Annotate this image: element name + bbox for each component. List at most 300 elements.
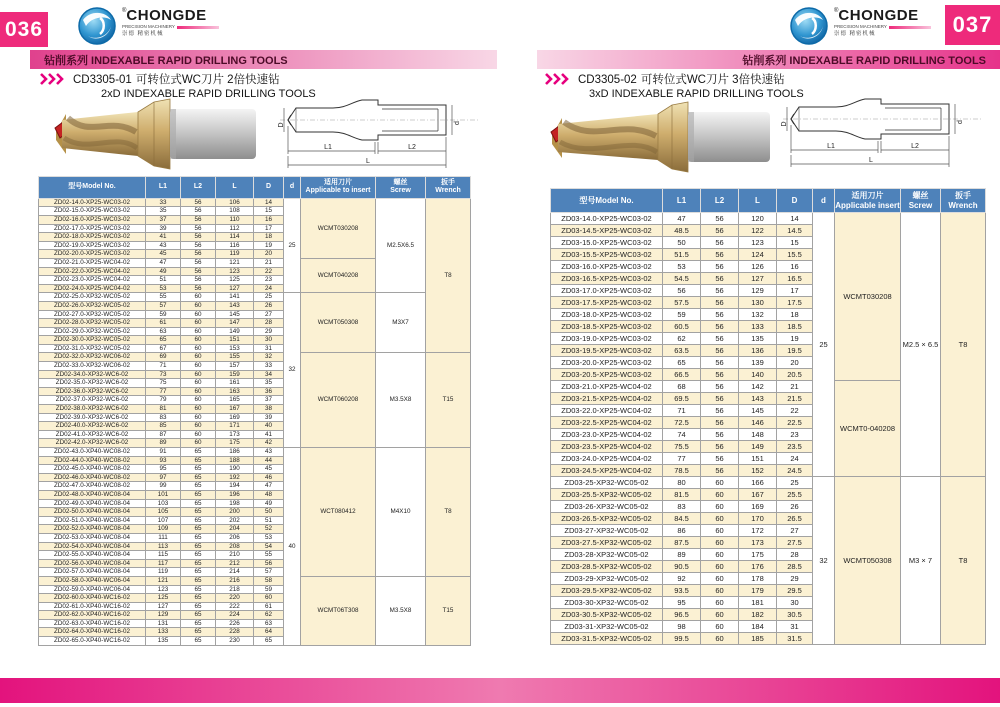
table-cell: 56	[181, 198, 216, 207]
table-cell: 27.5	[777, 537, 813, 549]
table-cell: 26	[777, 501, 813, 513]
table-cell: 48	[254, 490, 284, 499]
table-cell: 77	[146, 387, 181, 396]
table-cell: 111	[146, 533, 181, 542]
table-cell: ZD03-15.0-XP25-WC03-02	[551, 237, 663, 249]
table-cell: 44	[254, 456, 284, 465]
table-cell: 65	[181, 594, 216, 603]
table-cell: 69	[146, 353, 181, 362]
table-cell: ZD03-31.5-XP32-WC05-02	[551, 633, 663, 645]
table-cell: 69.5	[663, 393, 701, 405]
table-cell: 56	[701, 441, 739, 453]
table-cell: ZD03-30-XP32-WC05-02	[551, 597, 663, 609]
dim-label-L1: L1	[827, 143, 835, 150]
table-cell: ZD03-26-XP32-WC05-02	[551, 501, 663, 513]
screw-col-cell: M2.5 × 6.5	[901, 213, 941, 477]
table-cell: ZD03-23.5-XP25-WC04-02	[551, 441, 663, 453]
table-cell: 110	[216, 215, 254, 224]
table-cell: 109	[146, 525, 181, 534]
table-cell: 49	[146, 267, 181, 276]
drill-photo-2xd	[50, 92, 262, 175]
table-cell: ZD02-57.0-XP40-WC08-04	[39, 568, 146, 577]
table-cell: 16	[777, 261, 813, 273]
table-cell: 45	[254, 465, 284, 474]
table-cell: 77	[663, 453, 701, 465]
insert-col-cell: WCMT060208	[301, 353, 376, 448]
table-cell: ZD02-15.0-XP25-WC03-02	[39, 207, 146, 216]
column-header: L1	[663, 189, 701, 213]
table-cell: ZD03-24.5-XP25-WC04-02	[551, 465, 663, 477]
table-cell: 210	[216, 551, 254, 560]
table-cell: 56	[181, 258, 216, 267]
table-cell: 28	[254, 319, 284, 328]
dim-label-L: L	[869, 157, 873, 164]
logo-brand: ®CHONGDE	[834, 7, 919, 24]
table-cell: 60	[701, 525, 739, 537]
model-code: CD3305-02	[578, 74, 637, 86]
table-cell: ZD02-58.0-XP40-WC06-04	[39, 576, 146, 585]
table-cell: 121	[146, 576, 181, 585]
table-cell: 56	[701, 237, 739, 249]
brand-logo	[788, 4, 931, 46]
table-cell: 196	[216, 490, 254, 499]
insert-col-cell: WCMT0-040208	[835, 381, 901, 477]
table-cell: 25	[254, 293, 284, 302]
table-cell: 127	[146, 602, 181, 611]
table-cell: 56	[663, 285, 701, 297]
table-cell: 60	[701, 513, 739, 525]
table-cell: 97	[146, 473, 181, 482]
table-cell: 56	[701, 369, 739, 381]
table-cell: 60	[181, 362, 216, 371]
table-cell: 132	[739, 309, 777, 321]
table-cell: ZD02-40.0-XP32-WC6-02	[39, 422, 146, 431]
table-cell: ZD02-31.0-XP32-WC05-02	[39, 344, 146, 353]
table-cell: ZD02-17.0-XP25-WC03-02	[39, 224, 146, 233]
table-cell: 65	[181, 456, 216, 465]
table-cell: 71	[663, 405, 701, 417]
title-en: 3xD INDEXABLE RAPID DRILLING TOOLS	[589, 88, 804, 100]
table-cell: ZD03-16.0-XP25-WC03-02	[551, 261, 663, 273]
table-cell: 42	[254, 439, 284, 448]
table-cell: 22	[777, 405, 813, 417]
table-cell: 57	[146, 301, 181, 310]
table-cell: 51.5	[663, 249, 701, 261]
column-header: d	[813, 189, 835, 213]
table-cell: ZD02-62.0-XP40-WC16-02	[39, 611, 146, 620]
table-cell: 61	[146, 319, 181, 328]
table-cell: 47	[146, 258, 181, 267]
table-cell: 131	[146, 619, 181, 628]
insert-col-cell: WCMT050308	[301, 293, 376, 353]
insert-col-cell: WCMT040208	[301, 258, 376, 292]
table-cell: 56	[701, 465, 739, 477]
column-header: L2	[701, 189, 739, 213]
table-cell: ZD02-27.0-XP32-WC05-02	[39, 310, 146, 319]
table-cell: 84.5	[663, 513, 701, 525]
table-cell: 53	[254, 533, 284, 542]
table-cell: 175	[216, 439, 254, 448]
table-cell: 170	[739, 513, 777, 525]
table-cell: ZD02-34.0-XP32-WC6-02	[39, 370, 146, 379]
table-cell: ZD03-16.5-XP25-WC03-02	[551, 273, 663, 285]
table-cell: ZD02-46.0-XP40-WC08-02	[39, 473, 146, 482]
table-row	[551, 477, 986, 489]
insert-col-cell: WCMT050308	[835, 477, 901, 645]
brand-logo	[76, 4, 219, 46]
table-cell: 47	[254, 482, 284, 491]
table-cell: 61	[254, 602, 284, 611]
table-cell: 65	[181, 568, 216, 577]
screw-col-cell: M3 × 7	[901, 477, 941, 645]
table-cell: 16	[254, 215, 284, 224]
column-header: L	[739, 189, 777, 213]
table-cell: 200	[216, 508, 254, 517]
table-cell: 17	[777, 285, 813, 297]
insert-col-cell: WCMT030208	[835, 213, 901, 381]
header-row	[551, 189, 986, 213]
table-cell: ZD02-25.0-XP32-WC05-02	[39, 293, 146, 302]
table-cell: 130	[739, 297, 777, 309]
table-cell: 48.5	[663, 225, 701, 237]
table-cell: 59	[146, 310, 181, 319]
table-cell: 56	[181, 207, 216, 216]
table-cell: 60	[181, 379, 216, 388]
table-cell: ZD03-15.5-XP25-WC03-02	[551, 249, 663, 261]
table-cell: 18	[777, 309, 813, 321]
table-cell: 53	[146, 284, 181, 293]
table-cell: 56	[181, 224, 216, 233]
table-cell: 186	[216, 448, 254, 457]
table-cell: 31	[254, 344, 284, 353]
table-cell: ZD02-38.0-XP32-WC6-02	[39, 405, 146, 414]
table-cell: 20	[254, 250, 284, 259]
table-cell: 81	[146, 405, 181, 414]
table-cell: 190	[216, 465, 254, 474]
table-cell: 136	[739, 345, 777, 357]
logo-globe-icon	[76, 4, 118, 46]
table-cell: 75.5	[663, 441, 701, 453]
table-cell: 56	[701, 297, 739, 309]
d-col-cell: 32	[813, 477, 835, 645]
table-cell: 125	[146, 594, 181, 603]
table-cell: 15.5	[777, 249, 813, 261]
table-cell: 106	[216, 198, 254, 207]
table-cell: 50	[254, 508, 284, 517]
table-cell: 74	[663, 429, 701, 441]
table-cell: ZD02-43.0-XP40-WC08-02	[39, 448, 146, 457]
table-cell: ZD03-14.5-XP25-WC03-02	[551, 225, 663, 237]
logo-brand: ®CHONGDE	[122, 7, 207, 24]
table-cell: 15	[254, 207, 284, 216]
table-cell: 65	[181, 499, 216, 508]
table-cell: 101	[146, 490, 181, 499]
table-cell: ZD02-52.0-XP40-WC08-04	[39, 525, 146, 534]
table-cell: 202	[216, 516, 254, 525]
table-cell: 126	[739, 261, 777, 273]
screw-col-cell: M3.5X8	[376, 353, 426, 448]
d-col-cell: 32	[284, 293, 301, 448]
table-cell: 127	[739, 273, 777, 285]
table-cell: 56	[181, 233, 216, 242]
table-cell: 58	[254, 576, 284, 585]
table-cell: 27	[254, 310, 284, 319]
table-cell: ZD02-20.0-XP25-WC03-02	[39, 250, 146, 259]
table-cell: 24.5	[777, 465, 813, 477]
table-cell: 78.5	[663, 465, 701, 477]
table-cell: 19.5	[777, 345, 813, 357]
table-cell: 20.5	[777, 369, 813, 381]
table-cell: 33	[254, 362, 284, 371]
table-cell: ZD02-47.0-XP40-WC08-02	[39, 482, 146, 491]
table-cell: 129	[146, 611, 181, 620]
table-cell: 80	[663, 477, 701, 489]
table-cell: 125	[216, 276, 254, 285]
series-bar-left: 钻削系列 INDEXABLE RAPID DRILLING TOOLS	[30, 50, 497, 69]
table-cell: 49	[254, 499, 284, 508]
logo-subtitle: PRECISION MACHINERY	[122, 24, 175, 29]
screw-col-cell: M2.5X6.5	[376, 198, 426, 293]
table-cell: ZD02-48.0-XP40-WC08-04	[39, 490, 146, 499]
table-cell: 56	[701, 285, 739, 297]
table-cell: 26	[254, 301, 284, 310]
table-cell: 117	[146, 559, 181, 568]
table-cell: 18	[254, 233, 284, 242]
table-cell: 56	[181, 241, 216, 250]
column-header: 螺丝 Screw	[376, 177, 426, 199]
table-cell: 60	[181, 336, 216, 345]
table-cell: ZD03-21.0-XP25-WC04-02	[551, 381, 663, 393]
table-cell: ZD02-53.0-XP40-WC08-04	[39, 533, 146, 542]
table-cell: 141	[216, 293, 254, 302]
column-header: 螺丝 Screw	[901, 189, 941, 213]
dim-label-D: D	[278, 122, 285, 128]
table-cell: 23	[777, 429, 813, 441]
table-cell: 142	[739, 381, 777, 393]
table-cell: ZD02-29.0-XP32-WC05-02	[39, 327, 146, 336]
table-cell: ZD02-56.0-XP40-WC08-04	[39, 559, 146, 568]
table-cell: 153	[216, 344, 254, 353]
table-cell: 159	[216, 370, 254, 379]
table-cell: 120	[739, 213, 777, 225]
table-cell: 99	[146, 482, 181, 491]
table-cell: 17	[254, 224, 284, 233]
table-cell: ZD03-19.5-XP25-WC03-02	[551, 345, 663, 357]
table-cell: ZD03-27.5-XP32-WC05-02	[551, 537, 663, 549]
table-cell: 31.5	[777, 633, 813, 645]
table-cell: 90.5	[663, 561, 701, 573]
table-cell: 93.5	[663, 585, 701, 597]
table-cell: 56	[701, 381, 739, 393]
table-cell: 54.5	[663, 273, 701, 285]
table-cell: 60	[181, 370, 216, 379]
table-cell: 192	[216, 473, 254, 482]
table-cell: ZD02-55.0-XP40-WC08-04	[39, 551, 146, 560]
table-cell: ZD02-44.0-XP40-WC08-02	[39, 456, 146, 465]
table-row	[39, 293, 471, 302]
column-header: D	[777, 189, 813, 213]
table-cell: 21	[254, 258, 284, 267]
table-cell: 60	[181, 301, 216, 310]
table-cell: 114	[216, 233, 254, 242]
dimension-drawing-2xd	[278, 96, 483, 174]
table-cell: 56	[701, 249, 739, 261]
table-cell: ZD03-14.0-XP25-WC03-02	[551, 213, 663, 225]
table-cell: 92	[663, 573, 701, 585]
table-cell: 65	[254, 637, 284, 646]
table-cell: ZD03-18.5-XP25-WC03-02	[551, 321, 663, 333]
table-cell: 107	[146, 516, 181, 525]
table-cell: 214	[216, 568, 254, 577]
table-cell: 56	[701, 225, 739, 237]
table-cell: 119	[216, 250, 254, 259]
table-cell: 230	[216, 637, 254, 646]
table-cell: 56	[181, 276, 216, 285]
table-cell: 66.5	[663, 369, 701, 381]
table-cell: 73	[146, 370, 181, 379]
table-cell: ZD03-20.0-XP25-WC03-02	[551, 357, 663, 369]
table-cell: 54	[254, 542, 284, 551]
table-cell: 65	[181, 525, 216, 534]
table-cell: 56	[701, 333, 739, 345]
table-cell: 60	[701, 537, 739, 549]
dim-label-L2: L2	[911, 143, 919, 150]
table-cell: 60	[701, 633, 739, 645]
d-col-cell: 40	[284, 448, 301, 646]
table-cell: 127	[216, 284, 254, 293]
table-cell: 56	[254, 559, 284, 568]
table-cell: 176	[739, 561, 777, 573]
table-cell: 60	[701, 501, 739, 513]
table-cell: 60	[701, 549, 739, 561]
table-row	[39, 198, 471, 207]
table-cell: ZD02-24.0-XP25-WC04-02	[39, 284, 146, 293]
column-header: 扳手 Wrench	[941, 189, 986, 213]
table-cell: 175	[739, 549, 777, 561]
table-row	[39, 353, 471, 362]
table-cell: 32	[254, 353, 284, 362]
table-cell: ZD02-28.0-XP32-WC05-02	[39, 319, 146, 328]
table-cell: ZD03-23.0-XP25-WC04-02	[551, 429, 663, 441]
drill-photo-3xd	[546, 94, 774, 179]
table-cell: 60	[181, 422, 216, 431]
table-cell: 123	[146, 585, 181, 594]
table-cell: 18.5	[777, 321, 813, 333]
table-cell: 17.5	[777, 297, 813, 309]
table-cell: 36	[254, 387, 284, 396]
table-cell: 60	[181, 293, 216, 302]
table-cell: 123	[216, 267, 254, 276]
table-cell: 25.5	[777, 489, 813, 501]
table-cell: ZD02-59.0-XP40-WC06-04	[39, 585, 146, 594]
table-cell: ZD02-41.0-XP32-WC6-02	[39, 430, 146, 439]
table-cell: 56	[181, 215, 216, 224]
table-cell: 41	[254, 430, 284, 439]
table-cell: 68	[663, 381, 701, 393]
table-cell: ZD03-17.5-XP25-WC03-02	[551, 297, 663, 309]
table-cell: ZD02-64.0-XP40-WC16-02	[39, 628, 146, 637]
column-header: 适用刀片 Applicable insert	[835, 189, 901, 213]
table-cell: ZD02-63.0-XP40-WC16-02	[39, 619, 146, 628]
table-cell: ZD02-26.0-XP32-WC05-02	[39, 301, 146, 310]
table-cell: 147	[216, 319, 254, 328]
table-cell: 52	[254, 525, 284, 534]
column-header: L2	[181, 177, 216, 199]
table-cell: 163	[216, 387, 254, 396]
table-cell: 123	[739, 237, 777, 249]
table-cell: 65	[146, 336, 181, 345]
table-cell: ZD02-23.0-XP25-WC04-02	[39, 276, 146, 285]
table-cell: 39	[254, 413, 284, 422]
table-cell: ZD03-29.5-XP32-WC05-02	[551, 585, 663, 597]
table-cell: 65	[181, 448, 216, 457]
table-cell: 35	[146, 207, 181, 216]
table-cell: 149	[216, 327, 254, 336]
table-cell: ZD03-17.0-XP25-WC03-02	[551, 285, 663, 297]
table-cell: 60	[701, 585, 739, 597]
table-cell: ZD02-54.0-XP40-WC08-04	[39, 542, 146, 551]
table-cell: 64	[254, 628, 284, 637]
table-cell: 62	[254, 611, 284, 620]
table-cell: ZD02-39.0-XP32-WC6-02	[39, 413, 146, 422]
table-cell: 89	[146, 439, 181, 448]
title-cn: 可转位式WC刀片 3倍快速钻	[640, 74, 785, 86]
table-cell: ZD02-19.0-XP25-WC03-02	[39, 241, 146, 250]
screw-col-cell: M3.5X8	[376, 576, 426, 645]
table-row	[551, 213, 986, 225]
table-cell: 29	[254, 327, 284, 336]
table-cell: 149	[739, 441, 777, 453]
table-cell: 63	[254, 619, 284, 628]
page-number-right: 037	[945, 5, 1000, 45]
table-cell: 28	[777, 549, 813, 561]
table-cell: ZD02-22.0-XP25-WC04-02	[39, 267, 146, 276]
table-cell: ZD03-31-XP32-WC05-02	[551, 621, 663, 633]
table-cell: 222	[216, 602, 254, 611]
table-cell: 166	[739, 477, 777, 489]
table-cell: 60	[701, 597, 739, 609]
table-cell: 83	[146, 413, 181, 422]
table-cell: 206	[216, 533, 254, 542]
insert-col-cell: WCMT06T308	[301, 576, 376, 645]
table-row	[39, 576, 471, 585]
table-cell: 65	[181, 611, 216, 620]
table-cell: 56	[701, 261, 739, 273]
header-row	[39, 177, 471, 199]
table-cell: 65	[181, 508, 216, 517]
table-cell: 60	[181, 310, 216, 319]
table-cell: 155	[216, 353, 254, 362]
table-cell: 182	[739, 609, 777, 621]
table-cell: 112	[216, 224, 254, 233]
table-cell: 218	[216, 585, 254, 594]
table-cell: 96.5	[663, 609, 701, 621]
wrench-col-cell: T15	[426, 576, 471, 645]
table-cell: 65	[181, 490, 216, 499]
column-header: 型号Model No.	[551, 189, 663, 213]
wrench-col-cell: T8	[941, 477, 986, 645]
table-cell: 30.5	[777, 609, 813, 621]
table-cell: 71	[146, 362, 181, 371]
dim-label-L1: L1	[324, 144, 332, 151]
table-cell: 212	[216, 559, 254, 568]
table-cell: ZD02-65.0-XP40-WC16-02	[39, 637, 146, 646]
column-header: 扳手 Wrench	[426, 177, 471, 199]
dim-label-d: d	[957, 120, 964, 124]
table-cell: 184	[739, 621, 777, 633]
table-cell: ZD03-20.5-XP25-WC03-02	[551, 369, 663, 381]
table-cell: 135	[739, 333, 777, 345]
